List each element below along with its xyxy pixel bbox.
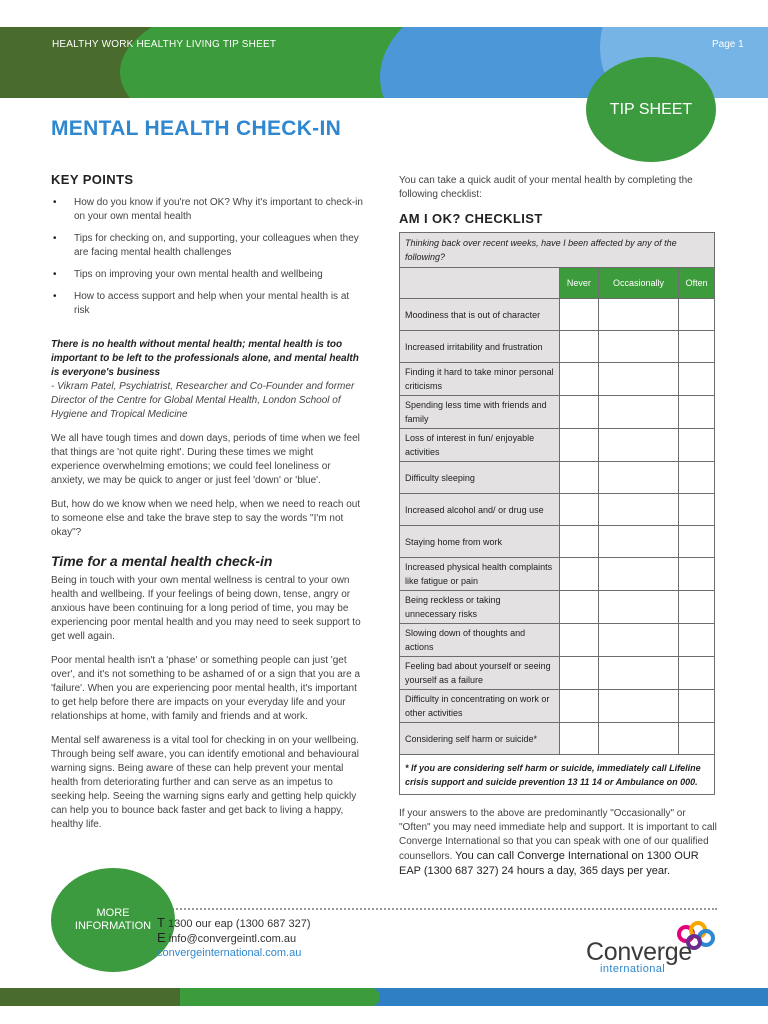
quote-text: There is no health without mental health; mental health is too important to be left to the professionals alone, and mental health is everyone's business [51,339,359,378]
column-header: Never [560,268,599,299]
tip-sheet-badge: TIP SHEET [586,57,716,162]
checkbox-never[interactable] [560,624,599,657]
checkbox-often[interactable] [679,494,715,526]
more-line-1: MORE [96,907,130,919]
checklist-item: Considering self harm or suicide* [400,723,560,755]
checkbox-never[interactable] [560,396,599,429]
email-line [157,931,311,946]
checkbox-often[interactable] [679,462,715,494]
checkbox-never[interactable] [560,363,599,396]
table-row [400,363,715,396]
checkbox-never[interactable] [560,299,599,331]
phone-number[interactable]: 1300 our eap (1300 687 327) [168,918,311,930]
checkbox-occasionally[interactable] [598,558,679,591]
checkbox-often[interactable] [679,690,715,723]
checkbox-often[interactable] [679,429,715,462]
checklist-item: Being reckless or taking unnecessary risks [400,591,560,624]
checkbox-occasionally[interactable] [598,396,679,429]
table-row [400,690,715,723]
table-row [400,723,715,755]
checkbox-often[interactable] [679,591,715,624]
table-row [400,396,715,429]
checkbox-never[interactable] [560,526,599,558]
checkbox-occasionally[interactable] [598,690,679,723]
checklist-item: Moodiness that is out of character [400,299,560,331]
after-text: If your answers to the above are predominantly "Occasionally" or "Often" you may need immediate help and support. It is important to call Converge International so that you can speak with one of our qualified counsellors. [399,808,717,862]
table-row [400,462,715,494]
paragraph: Being in touch with your own mental wellness is central to your own health and wellbeing. If your feelings of being down, tense, angry or anxious have been continuing for a long period of time, you may be experiencing poor mental health and you may need to seek support to get well again. [51,575,361,642]
logo-subtitle: international [600,963,666,975]
checklist-heading: AM I OK? CHECKLIST [399,211,543,226]
checklist-item: Difficulty in concentrating on work or other activities [400,690,560,723]
checkbox-occasionally[interactable] [598,723,679,755]
paragraph: But, how do we know when we need help, when we need to reach out to someone else and take the brave step to say the words "I'm not okay"? [51,499,361,538]
checkbox-occasionally[interactable] [598,526,679,558]
checkbox-often[interactable] [679,396,715,429]
checklist-item: Increased physical health complaints like fatigue or pain [400,558,560,591]
checklist-item: Loss of interest in fun/ enjoyable activities [400,429,560,462]
page-title: MENTAL HEALTH CHECK-IN [51,117,342,140]
phone-line [157,916,311,931]
checkbox-never[interactable] [560,429,599,462]
checklist-item: Difficulty sleeping [400,462,560,494]
checkbox-often[interactable] [679,299,715,331]
column-header: Often [679,268,715,299]
checkbox-never[interactable] [560,462,599,494]
list-item: • Tips on improving your own mental health and wellbeing [51,268,364,282]
header-title: HEALTHY WORK HEALTHY LIVING TIP SHEET [52,39,277,50]
subheading: Time for a mental health check-in [51,553,273,569]
quote-block [51,338,364,422]
checklist-intro: You can take a quick audit of your mental health by completing the following checklist: [399,175,693,200]
checkbox-often[interactable] [679,657,715,690]
dotted-divider [157,908,717,910]
checkbox-never[interactable] [560,494,599,526]
paragraph: Mental self awareness is a vital tool for checking in on your wellbeing. Through being self aware, you can identify emotional and behavioural warning signs. Being aware of these can help prevent your mental health from deteriorating further and can serve as an impetus to seeking help. Seeing the warning signs early and getting help quickly can help you to bounce back faster and get back to living a happy, healthy life. [51,735,359,830]
paragraph: We all have tough times and down days, periods of time when we feel that things are 'not quite right'. During these times we might experience overwhelming emotions; we could feel loneliness or anxiety, we may be quick to anger or just feel 'down' or 'blue'. [51,433,360,486]
checkbox-never[interactable] [560,591,599,624]
table-row [400,299,715,331]
checklist-item: Increased irritability and frustration [400,331,560,363]
checkbox-never[interactable] [560,331,599,363]
after-strong-text: You can call Converge International on 1300 OUR EAP (1300 687 327) 24 hours a day, 365 days per year. [399,850,699,877]
checkbox-occasionally[interactable] [598,299,679,331]
list-item: • How do you know if you're not OK? Why it's important to check-in on your own mental health [51,196,364,224]
list-item: • Tips for checking on, and supporting, your colleagues when they are facing mental health challenges [51,232,364,260]
checkbox-never[interactable] [560,558,599,591]
table-row [400,624,715,657]
checkbox-often[interactable] [679,526,715,558]
checkbox-occasionally[interactable] [598,363,679,396]
logo-name: Converge [586,938,692,966]
checkbox-occasionally[interactable] [598,657,679,690]
checklist-item: Staying home from work [400,526,560,558]
checkbox-occasionally[interactable] [598,624,679,657]
more-line-2: INFORMATION [74,920,152,932]
contact-block [157,916,311,960]
table-intro: Thinking back over recent weeks, have I been affected by any of the following? [400,233,715,268]
table-row [400,331,715,363]
quote-attribution: - Vikram Patel, Psychiatrist, Researcher and Co-Founder and former Director of the Centre for Global Mental Health, London School of Hygiene and Tropical Medicine [51,381,355,420]
phone-letter: T [157,915,165,930]
checklist-item: Feeling bad about yourself or seeing yourself as a failure [400,657,560,690]
website-link[interactable]: convergeinternational.com.au [157,947,302,959]
email-address[interactable]: info@convergeintl.com.au [168,933,297,945]
table-row [400,494,715,526]
checklist-item: Slowing down of thoughts and actions [400,624,560,657]
table-row [400,591,715,624]
table-row [400,526,715,558]
checklist-table [399,232,715,795]
paragraph: Poor mental health isn't a 'phase' or something people can just 'get over', and it's not something to be ashamed of or a sign that you are a 'failure'. When you are experiencing poor mental health, it's important to get help before there are impacts on your everyday life and your relationships at home, with family and friends and at work. [51,655,361,722]
table-header-row [400,268,715,299]
key-points-list [51,196,364,318]
list-item: • How to access support and help when your mental health is at risk [51,290,364,318]
checklist-item: Increased alcohol and/ or drug use [400,494,560,526]
checkbox-occasionally[interactable] [598,591,679,624]
left-column [51,173,364,832]
footer-band [0,988,768,1006]
checkbox-occasionally[interactable] [598,429,679,462]
checkbox-occasionally[interactable] [598,331,679,363]
after-paragraph [399,807,717,879]
checkbox-never[interactable] [560,723,599,755]
checkbox-occasionally[interactable] [598,494,679,526]
checklist-item: Spending less time with friends and family [400,396,560,429]
key-points-heading: KEY POINTS [51,172,134,187]
checkbox-often[interactable] [679,363,715,396]
checkbox-often[interactable] [679,723,715,755]
checkbox-never[interactable] [560,657,599,690]
checkbox-never[interactable] [560,690,599,723]
table-row [400,657,715,690]
column-header: Occasionally [598,268,679,299]
converge-logo [586,920,721,976]
checkbox-often[interactable] [679,624,715,657]
checkbox-often[interactable] [679,331,715,363]
checkbox-occasionally[interactable] [598,462,679,494]
table-row [400,429,715,462]
right-column [399,174,717,879]
email-letter: E [157,930,166,945]
checkbox-often[interactable] [679,558,715,591]
page-number: Page 1 [712,39,744,50]
table-row [400,558,715,591]
table-note: * If you are considering self harm or suicide, immediately call Lifeline crisis support and suicide prevention 13 11 14 or Ambulance on 000. [400,755,715,795]
checklist-item: Finding it hard to take minor personal criticisms [400,363,560,396]
